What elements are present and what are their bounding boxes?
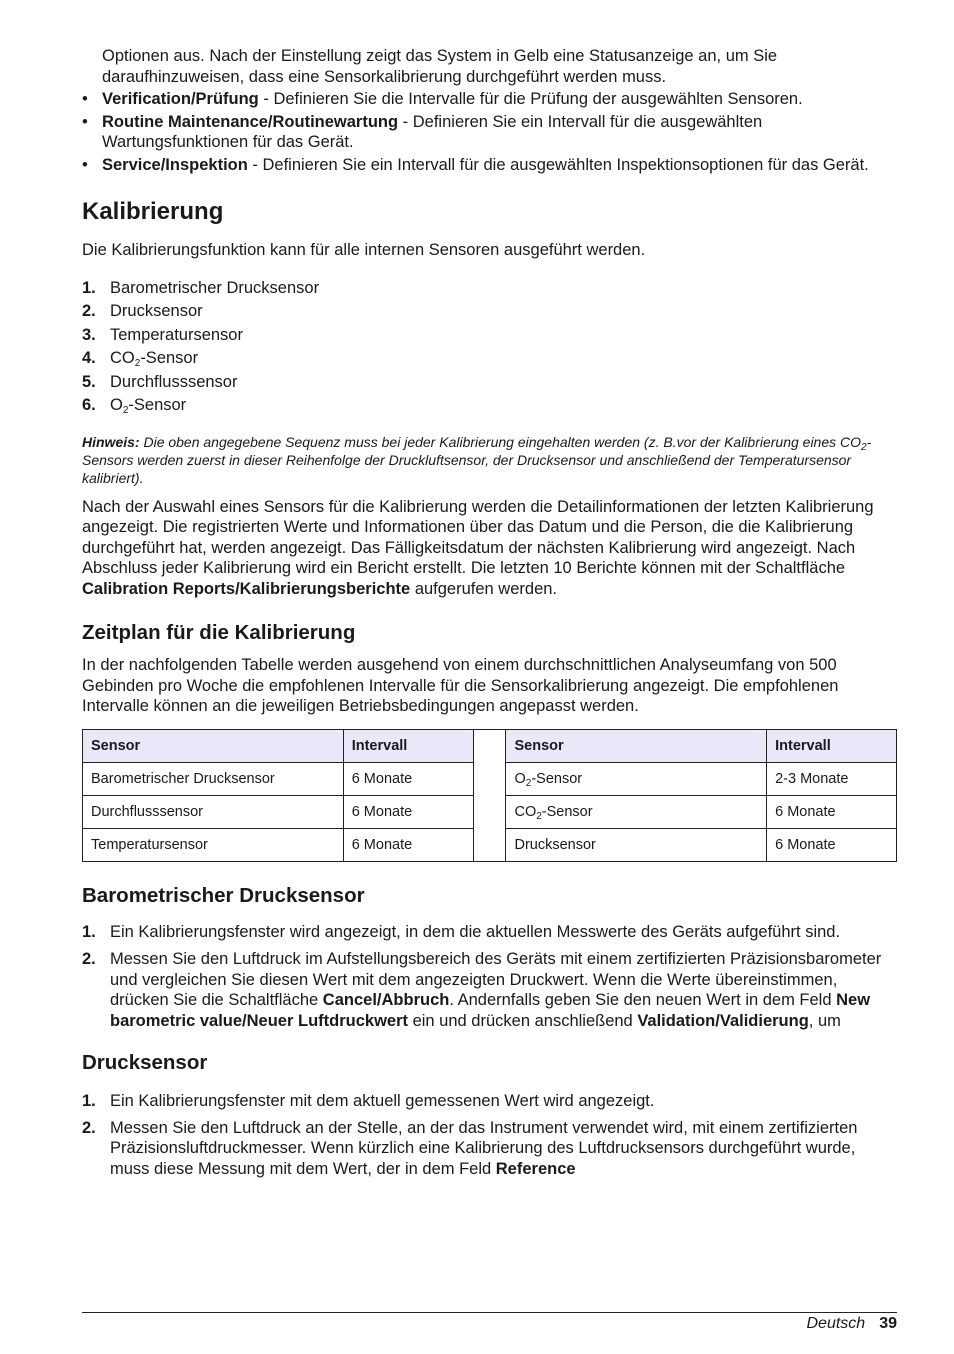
drucksensor-steps xyxy=(82,1091,897,1179)
kalibrierung-description xyxy=(82,497,897,600)
validation-label: Validation/Validierung xyxy=(637,1011,809,1030)
sensor-list-item xyxy=(82,325,897,346)
list-number: 2. xyxy=(82,302,96,320)
page-footer xyxy=(82,1312,897,1332)
table-cell: Durchflusssensor xyxy=(83,795,344,828)
table-cell: Temperatursensor xyxy=(83,828,344,861)
subscript: 2 xyxy=(525,777,532,789)
bullet-item xyxy=(82,112,897,153)
list-text-suffix: -Sensor xyxy=(128,396,187,414)
bullet-glyph: • xyxy=(82,155,88,174)
sensor-list-item xyxy=(82,301,897,322)
hinweis-note xyxy=(82,433,897,487)
subscript: 2 xyxy=(122,405,129,416)
list-text-suffix: -Sensor xyxy=(140,349,199,367)
heading-kalibrierung: Kalibrierung xyxy=(82,198,224,225)
bullet-term: Service/Inspektion xyxy=(102,155,248,174)
footer-text xyxy=(807,1314,898,1334)
step-text: Ein Kalibrierungsfenster wird angezeigt, in dem die aktuellen Messwerte des Geräts aufgeführt sind. xyxy=(110,922,841,941)
list-number: 1. xyxy=(82,278,96,297)
cell-text: CO xyxy=(514,803,537,820)
step-text: Ein Kalibrierungsfenster mit dem aktuell gemessenen Wert wird angezeigt. xyxy=(110,1092,655,1110)
subscript: 2 xyxy=(134,358,141,369)
step-number: 2. xyxy=(82,1118,96,1137)
step-text: Messen Sie den Luftdruck im Aufstellungsbereich des Geräts mit einem zertifizierten Präzisionsbarometer und vergleichen Sie diesen Wert mit dem angezeigten Druckwert. Wenn die Werte übereinstimmen, drücken Sie die Schaltfläche xyxy=(110,950,882,1009)
table-cell: 2-3 Monate xyxy=(767,762,897,795)
list-text: CO xyxy=(110,349,135,367)
heading-drucksensor: Drucksensor xyxy=(82,1051,208,1074)
table-cell xyxy=(506,795,767,828)
table-cell: 6 Monate xyxy=(767,795,897,828)
note-text: Die oben angegebene Sequenz muss bei jeder Kalibrierung eingehalten werden (z. B.vor der Kalibrierung eines CO xyxy=(139,433,862,450)
bullet-item xyxy=(82,155,897,176)
list-number: 4. xyxy=(82,349,96,367)
desc-text-end: aufgerufen werden. xyxy=(410,579,558,598)
step-item xyxy=(82,949,897,1031)
sensor-list-item xyxy=(82,278,897,299)
reference-label: Reference xyxy=(495,1159,576,1178)
list-number: 5. xyxy=(82,372,96,391)
cell-text-suffix: -Sensor xyxy=(541,803,593,820)
bullet-text: - Definieren Sie ein Intervall für die ausgewählten Inspektionsoptionen für das Gerät. xyxy=(247,155,869,174)
table-header: Sensor xyxy=(506,729,767,762)
step-text: . Andernfalls geben Sie den neuen Wert in dem Feld xyxy=(449,991,837,1009)
sensor-list xyxy=(82,278,897,416)
table-cell xyxy=(506,828,767,861)
step-text: ein und drücken anschließend xyxy=(408,1011,638,1030)
table-cell xyxy=(506,762,767,795)
list-text: Barometrischer Drucksensor xyxy=(110,278,320,297)
calibration-reports-label: Calibration Reports/Kalibrierungsberichte xyxy=(82,579,411,598)
intro-bullet-list xyxy=(82,89,897,175)
list-number: 6. xyxy=(82,396,96,414)
barometric-steps xyxy=(82,922,897,1032)
new-barometric-value-label: New barometric value/Neuer Luftdruckwert xyxy=(110,991,871,1030)
desc-text: Nach der Auswahl eines Sensors für die Kalibrierung werden die Detailinformationen der letzten Kalibrierung angezeigt. Die registrierten Werte und Informationen über das Datum und die Person, die die Kalibrierung durchgeführt hat, werden angezeigt. Das Fälligkeitsdatum der nächsten Kalibrierung wird angezeigt. Nach Abschluss jeder Kalibrierung wird ein Bericht erstellt. Die letzten 10 Berichte können mit der Schaltfläche xyxy=(82,497,874,577)
cell-text: Drucksensor xyxy=(514,836,596,853)
bullet-term: Routine Maintenance/Routinewartung xyxy=(102,112,399,131)
table-cell: 6 Monate xyxy=(767,828,897,861)
table-header-row xyxy=(83,729,897,762)
calibration-interval-table xyxy=(82,729,897,862)
cell-text: O xyxy=(514,770,526,787)
cancel-label: Cancel/Abbruch xyxy=(322,991,450,1009)
bullet-text: - Definieren Sie die Intervalle für die Prüfung der ausgewählten Sensoren. xyxy=(258,90,803,108)
step-number: 2. xyxy=(82,950,96,968)
bullet-term: Verification/Prüfung xyxy=(102,90,259,108)
note-label: Hinweis: xyxy=(82,433,140,450)
step-text: , um xyxy=(808,1011,841,1030)
list-text: Temperatursensor xyxy=(110,325,243,344)
sensor-list-item xyxy=(82,372,897,393)
subscript: 2 xyxy=(536,810,542,822)
subscript: 2 xyxy=(861,441,867,453)
page-number: 39 xyxy=(879,1315,897,1332)
sensor-list-item xyxy=(82,395,897,416)
table-header: Intervall xyxy=(343,729,473,762)
bullet-item xyxy=(82,89,897,110)
cell-text-suffix: -Sensor xyxy=(531,770,583,787)
table-cell: 6 Monate xyxy=(343,762,473,795)
step-item xyxy=(82,1091,897,1112)
step-number: 1. xyxy=(82,1092,96,1110)
step-number: 1. xyxy=(82,922,96,941)
kalibrierung-intro: Die Kalibrierungsfunktion kann für alle internen Sensoren ausgeführt werden. xyxy=(82,241,646,259)
list-text: Durchflusssensor xyxy=(110,372,238,391)
table-cell: 6 Monate xyxy=(343,795,473,828)
table-gap-column xyxy=(473,729,506,861)
sensor-list-item xyxy=(82,348,897,369)
bullet-glyph: • xyxy=(82,112,88,131)
step-item xyxy=(82,1118,897,1180)
table-cell: Barometrischer Drucksensor xyxy=(83,762,344,795)
table-header: Intervall xyxy=(767,729,897,762)
footer-language: Deutsch xyxy=(806,1315,866,1332)
heading-barometrischer-drucksensor: Barometrischer Drucksensor xyxy=(82,883,365,907)
heading-zeitplan: Zeitplan für die Kalibrierung xyxy=(82,621,356,644)
table-header: Sensor xyxy=(83,729,344,762)
step-item xyxy=(82,922,897,943)
bullet-glyph: • xyxy=(82,90,88,108)
intro-continuation: Optionen aus. Nach der Einstellung zeigt das System in Gelb eine Statusanzeige an, um Sie daraufhinzuweisen, dass eine Sensorkalibrierung durchgeführt werden muss. xyxy=(102,47,778,86)
document-page xyxy=(82,46,897,1179)
table-cell: 6 Monate xyxy=(343,828,473,861)
list-number: 3. xyxy=(82,325,96,344)
step-text: Messen Sie den Luftdruck an der Stelle, an der das Instrument verwendet wird, mit einem zertifizierten Präzisionsluftdruckmesser. Wenn kürzlich eine Kalibrierung des Luftdrucksensors durchgeführt wurde, muss diese Messung mit dem Wert, der in dem Feld xyxy=(110,1118,858,1178)
list-text: Drucksensor xyxy=(110,302,203,320)
zeitplan-text: In der nachfolgenden Tabelle werden ausgehend von einem durchschnittlichen Analyseumfang von 500 Gebinden pro Woche die empfohlenen Intervalle für die Sensorkalibrierung angezeigt. Die empfohlenen Intervalle können an die jeweiligen Betriebsbedingungen angepasst werden. xyxy=(82,656,839,715)
list-text: O xyxy=(110,396,123,414)
bullet-text: - Definieren Sie ein Intervall für die ausgewählten Wartungsfunktionen für das Gerät. xyxy=(102,112,763,151)
note-text-cont: -Sensors werden zuerst in dieser Reihenfolge der Druckluftsensor, der Drucksensor und anschließend der Temperatursensor kalibriert). xyxy=(82,433,872,486)
